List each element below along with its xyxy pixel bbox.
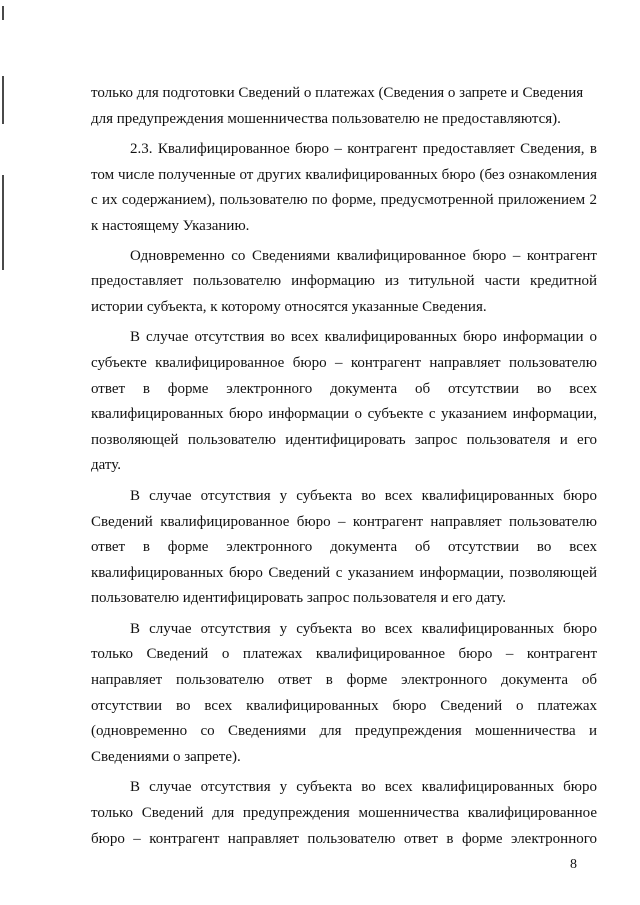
paragraph: В случае отсутствия у субъекта во всех квалифицированных бюро Сведений квалифицированное бюро – контрагент направляет пользователю ответ в форме электронного документа об отсутствии во всех квалифицированных бюро Сведений с указанием информации, позволяющей пользователю идентифицировать запрос пользователя и его дату.	[91, 487, 597, 607]
paragraph: 2.3. Квалифицированное бюро – контрагент предоставляет Сведения, в том числе полученные от других квалифицированных бюро (без ознакомления с их содержанием), пользователю по форме, предусмотренной приложением 2 к настоящему Указанию.	[91, 141, 597, 234]
paragraph: В случае отсутствия у субъекта во всех квалифицированных бюро только Сведений о платежах квалифицированное бюро – контрагент направляет пользователю ответ в форме электронного документа об отсутствии во всех квалифицированных бюро Сведений о платежах (одновременно со Сведениями для предупреждения мошенничества и Сведениями о запрете).	[91, 620, 597, 765]
paragraph: Одновременно со Сведениями квалифицированное бюро – контрагент предоставляет пользователю информацию из титульной части кредитной истории субъекта, к которому относятся указанные Сведения.	[91, 247, 597, 315]
paragraph: В случае отсутствия у субъекта во всех квалифицированных бюро только Сведений для предупреждения мошенничества квалифицированное бюро – контрагент направляет пользователю ответ в форме электронного	[91, 779, 597, 847]
margin-mark	[2, 6, 4, 20]
margin-mark	[2, 76, 4, 124]
margin-mark	[2, 175, 4, 270]
paragraph: только для подготовки Сведений о платежах (Сведения о запрете и Сведения для предупреждения мошенничества пользователю не предоставляются).	[91, 85, 584, 127]
document-page	[91, 81, 597, 852]
paragraph: В случае отсутствия во всех квалифицированных бюро информации о субъекте квалифицированное бюро – контрагент направляет пользователю ответ в форме электронного документа об отсутствии во всех квалифицированных бюро информации о субъекте с указанием информации, позволяющей пользователю идентифицировать запрос пользователя и его дату.	[91, 329, 597, 474]
page-number: 8	[570, 857, 577, 872]
